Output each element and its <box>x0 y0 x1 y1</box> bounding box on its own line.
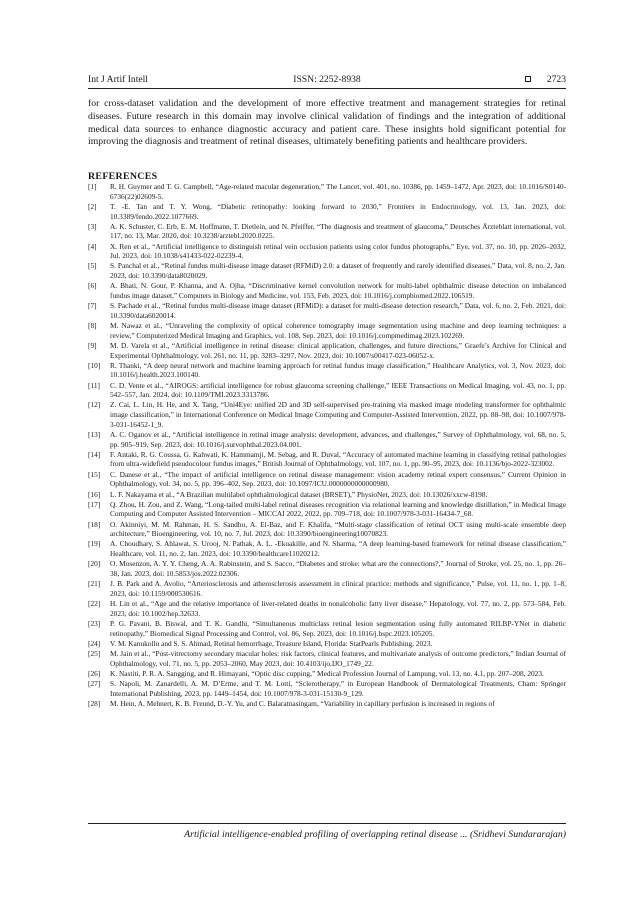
reference-item <box>88 520 566 539</box>
reference-number: [6] <box>88 281 97 291</box>
reference-item <box>88 400 566 429</box>
reference-item <box>88 490 566 500</box>
reference-item <box>88 559 566 578</box>
reference-number: [1] <box>88 182 97 191</box>
reference-text: S. Panchal et al., “Retinal fundus multi-disease image dataset (RFMiD) 2.0: a dataset of frequently and rarely identified diseases,” Data, vol. 8, no. 2, Jan. 2023, doi: 10.3390/data8020029. <box>110 261 566 281</box>
reference-text: T. -E. Tan and T. Y. Wong, “Diabetic retinopathy: looking forward to 2030,” Frontiers in Endocrinology, vol. 13, Jan. 2023, doi: 10.3389/fendo.2022.1077669. <box>110 201 566 221</box>
reference-number: [19] <box>88 539 101 549</box>
reference-text: A. C. Oganov et al., “Artificial intelligence in retinal image analysis: development, advances, and challenges,” Survey of Ophthalmology, vol. 68, no. 5, pp. 905–919, Sep. 2023, doi: 10.1016/j.survophthal.2023.04.001. <box>110 429 566 449</box>
reference-text: H. Lin et al., “Age and the relative importance of liver-related deaths in nonalcoholic fatty liver disease,” Hepatology, vol. 77, no. 2, pp. 573–584, Feb. 2023, doi: 10.1002/hep.32633. <box>110 599 566 618</box>
reference-number: [18] <box>88 519 101 529</box>
reference-number: [7] <box>88 301 97 311</box>
reference-number: [21] <box>88 579 101 589</box>
reference-number: [27] <box>88 679 101 689</box>
reference-number: [17] <box>88 499 101 509</box>
reference-text: C. D. Vente et al., “AIROGS: artificial intelligence for robust glaucoma screening challenge,” IEEE Transactions on Medical Imaging, vol. 43, no. 1, pp. 542–557, Jan. 2024, doi: 10.1109/TMI.2023.3313786. <box>110 380 566 400</box>
reference-number: [25] <box>88 648 101 658</box>
reference-text: J. B. Park and A. Avolio, “Arteriosclerosis and atherosclerosis assessment in clinical practice: methods and significance,” Pulse, vol. 11, no. 1, pp. 1–8, 2023, doi: 10.1159/000530616. <box>110 579 566 598</box>
reference-item <box>88 679 566 698</box>
reference-number: [15] <box>88 469 101 479</box>
reference-text: O. Mosenzon, A. Y. Y. Cheng, A. A. Rabinstein, and S. Sacco, “Diabetes and stroke: what are the connections?,” Journal of Stroke, vol. 25, no. 1, pp. 26–38, Jan. 2023, doi: 10.5853/jos.2022.02306. <box>110 559 566 578</box>
reference-number: [2] <box>88 201 97 211</box>
reference-item <box>88 341 566 360</box>
reference-item <box>88 182 566 201</box>
reference-item <box>88 619 566 638</box>
reference-number: [5] <box>88 261 97 271</box>
reference-number: [13] <box>88 429 101 439</box>
reference-item <box>88 669 566 679</box>
reference-text: C. Danese et al., “The impact of artificial intelligence on retinal disease management: vision academy retinal expert consensus,” Current Opinion in Ophthalmology, vol. 34, no. 5, pp. 396–402, Sep. 2023, doi: 10.1097/ICU.0000000000000980. <box>110 469 566 489</box>
reference-item <box>88 321 566 340</box>
page-footer: Artificial intelligence-enabled profiling of overlapping retinal disease ... (Sridhevi Sundararajan) <box>184 829 566 840</box>
reference-number: [14] <box>88 449 101 459</box>
reference-text: R. H. Guymer and T. G. Campbell, “Age-related macular degeneration,” The Lancet, vol. 401, no. 10386, pp. 1459–1472, Apr. 2023, doi: 10.1016/S0140-6736(22)02609-5. <box>110 182 566 201</box>
reference-number: [3] <box>88 221 97 231</box>
header-rule <box>88 88 566 89</box>
journal-name: Int J Artif Intell <box>88 73 148 85</box>
reference-item <box>88 261 566 280</box>
page-number: 2723 <box>546 73 566 85</box>
reference-number: [23] <box>88 618 101 628</box>
reference-item <box>88 539 566 558</box>
reference-item <box>88 599 566 618</box>
reference-number: [4] <box>88 241 97 251</box>
reference-text: M. Nawaz et al., “Unraveling the complexity of optical coherence tomography image segmentation using machine and deep learning techniques: a review,” Computerized Medical Imaging and Graphics, vol. 108, Sep. 2023, doi: 10.1016/j.compmedimag.2023.102269. <box>110 321 566 340</box>
reference-item <box>88 430 566 449</box>
reference-item <box>88 361 566 380</box>
reference-item <box>88 579 566 598</box>
reference-text: S. Pachade et al., “Retinal fundus multi-disease image dataset (RFMiD): a dataset for multi-disease detection research,” Data, vol. 6, no. 2, Feb. 2021, doi: 10.3390/data6020014. <box>110 301 566 320</box>
intro-paragraph: for cross-dataset validation and the development of more effective treatment and management strategies for retinal diseases. Future research in this domain may involve clinical validation of findings and the integration of additional medical data sources to enhance diagnostic accuracy and patient care. These insights hold significant potential for improving the diagnosis and treatment of retinal diseases, ultimately benefiting patients and healthcare providers. <box>88 98 566 148</box>
reference-number: [20] <box>88 559 101 569</box>
reference-text: R. Thanki, “A deep neural network and machine learning approach for retinal fundus image classification,” Healthcare Analytics, vol. 3, Nov. 2023, doi: 10.1016/j.health.2023.100140. <box>110 360 566 380</box>
reference-number: [9] <box>88 340 97 350</box>
reference-text: K. Nastiti, P. R. A. Sangging, and R. Himayani, “Optic disc cupping,” Medical Profession Journal of Lampung, vol. 13, no. 4.1, pp. 207–208, 2023. <box>110 668 544 678</box>
reference-number: [11] <box>88 380 100 390</box>
reference-text: A. Choudhary, S. Ahlawat, S. Urooj, N. Pathak, A. L. -Ekuakille, and N. Sharma, “A deep learning-based framework for retinal disease classification,” Healthcare, vol. 11, no. 2, Jan. 2023, doi: 10.3390/healthcare11020212. <box>110 539 566 559</box>
reference-text: F. Antaki, R. G. Coussa, G. Kahwati, K. Hammamji, M. Sebag, and R. Duval, “Accuracy of automated machine learning in classifying retinal pathologies from ultra-widefield pseudocolour fundus images,” British Journal of Ophthalmology, vol. 107, no. 1, pp. 90–95, 2023, doi: 10.1136/bjo-2022-323002. <box>110 449 566 469</box>
reference-item <box>88 242 566 261</box>
references-list <box>88 182 566 709</box>
reference-text: O. Akinniyi, M. M. Rahman, H. S. Sandhu, A. El-Baz, and F. Khalifa, “Multi-stage classification of retinal OCT using multi-scale ensemble deep architecture,” Bioengineering, vol. 10, no. 7, Jul. 2023, doi: 10.3390/bioengineering10070823. <box>110 519 566 539</box>
reference-number: [28] <box>88 698 101 708</box>
reference-item <box>88 301 566 320</box>
reference-item <box>88 381 566 400</box>
reference-number: [12] <box>88 400 101 410</box>
reference-text: A. Bhati, N. Gour, P. Khanna, and A. Ojha, “Discriminative kernel convolution network for multi-label ophthalmic disease detection on imbalanced fundus image dataset,” Computers in Biology and Medicine, vol. 153, Feb. 2023, doi: 10.1016/j.compbiomed.2022.106519. <box>110 281 566 300</box>
reference-text: L. F. Nakayama et al., “A Brazilian multilabel ophthalmological dataset (BRSET),” PhysioNet, 2023, doi: 10.13026/xxcw-8198. <box>110 489 488 499</box>
reference-number: [26] <box>88 668 101 678</box>
reference-item <box>88 450 566 469</box>
reference-item <box>88 470 566 489</box>
reference-item <box>88 281 566 300</box>
reference-number: [22] <box>88 599 101 609</box>
reference-number: [16] <box>88 489 101 499</box>
reference-item <box>88 639 566 649</box>
reference-text: S. Napoli, M. Zanardelli, A. M. D’Erme, and T. M. Lotti, “Sclerotherapy,” in European Handbook of Dermatological Treatments, Cham: Springer International Publishing, 2023, pp. 1449–1454, doi: 10.1007/978-3-031-15130-9_129. <box>110 679 566 698</box>
reference-number: [24] <box>88 638 101 648</box>
reference-text: Q. Zhou, H. Zou, and Z. Wang, “Long-tailed multi-label retinal diseases recognition via relational learning and knowledge distillation,” in Medical Image Computing and Computer Assisted Intervention – MICCAI 2022, 2022, pp. 709–718, doi: 10.1007/978-3-031-16434-7_68. <box>110 499 566 519</box>
reference-text: M. Jain et al., “Post-vitrectomy secondary macular holes: risk factors, clinical features, and multivariate analysis of outcome predictors,” Indian Journal of Ophthalmology, vol. 71, no. 5, pp. 2053–2060, May 2023, doi: 10.4103/ijo.IJO_1749_22. <box>110 648 566 668</box>
reference-number: [10] <box>88 360 101 370</box>
reference-item <box>88 202 566 221</box>
references-heading: REFERENCES <box>88 171 158 182</box>
reference-text: V. M. Kanukollu and S. S. Ahmad, Retinal hemorrhage, Treasure Island, Florida: StatPearls Publishing, 2023. <box>110 638 433 648</box>
page-header <box>88 72 566 86</box>
reference-text: P. G. Pavani, B. Biswal, and T. K. Gandhi, “Simultaneous multiclass retinal lesion segmentation using fully automated RILBP-YNet in diabetic retinopathy,” Biomedical Signal Processing and Control, vol. 86, Sep. 2023, doi: 10.1016/j.bspc.2023.105205. <box>110 618 566 638</box>
reference-number: [8] <box>88 321 97 331</box>
reference-item <box>88 649 566 668</box>
reference-text: X. Ren et al., “Artificial intelligence to distinguish retinal vein occlusion patients using color fundus photographs,” Eye, vol. 37, no. 10, pp. 2026–2032, Jul. 2023, doi: 10.1038/s41433-022-02239-4. <box>110 241 566 261</box>
footer-rule <box>88 823 566 824</box>
reference-item <box>88 699 566 709</box>
reference-text: A. K. Schuster, C. Erb, E. M. Hoffmann, T. Dietlein, and N. Pfeiffer, “The diagnosis and treatment of glaucoma,” Deutsches Ärzteblatt international, vol. 117, no. 13, Mar. 2020, doi: 10.3238/arztebl.2020.0225. <box>110 221 566 241</box>
reference-item <box>88 222 566 241</box>
reference-text: Z. Cai, L. Lin, H. He, and X. Tang, “Uni4Eye: unified 2D and 3D self-supervised pre-training via masked image modeling transformer for ophthalmic image classification,” in International Conference on Medical Image Computing and Computer-Assisted Intervention, 2022, pp. 88–98, doi: 10.1007/978-3-031-16452-1_9. <box>110 400 566 429</box>
reference-text: M. Hein, A. Mehnert, K. B. Freund, D.-Y. Yu, and C. Balaratnasingam, “Variability in capillary perfusion is increased in regions of <box>110 698 495 708</box>
issn: ISSN: 2252-8938 <box>293 73 361 85</box>
reference-text: M. D. Varela et al., “Artificial intelligence in retinal disease: clinical application, challenges, and future directions,” Graefe’s Archive for Clinical and Experimental Ophthalmology, vol. 261, no. 11, pp. 3283–3297, Nov. 2023, doi: 10.1007/s00417-023-06052-x. <box>110 340 566 360</box>
reference-item <box>88 500 566 519</box>
